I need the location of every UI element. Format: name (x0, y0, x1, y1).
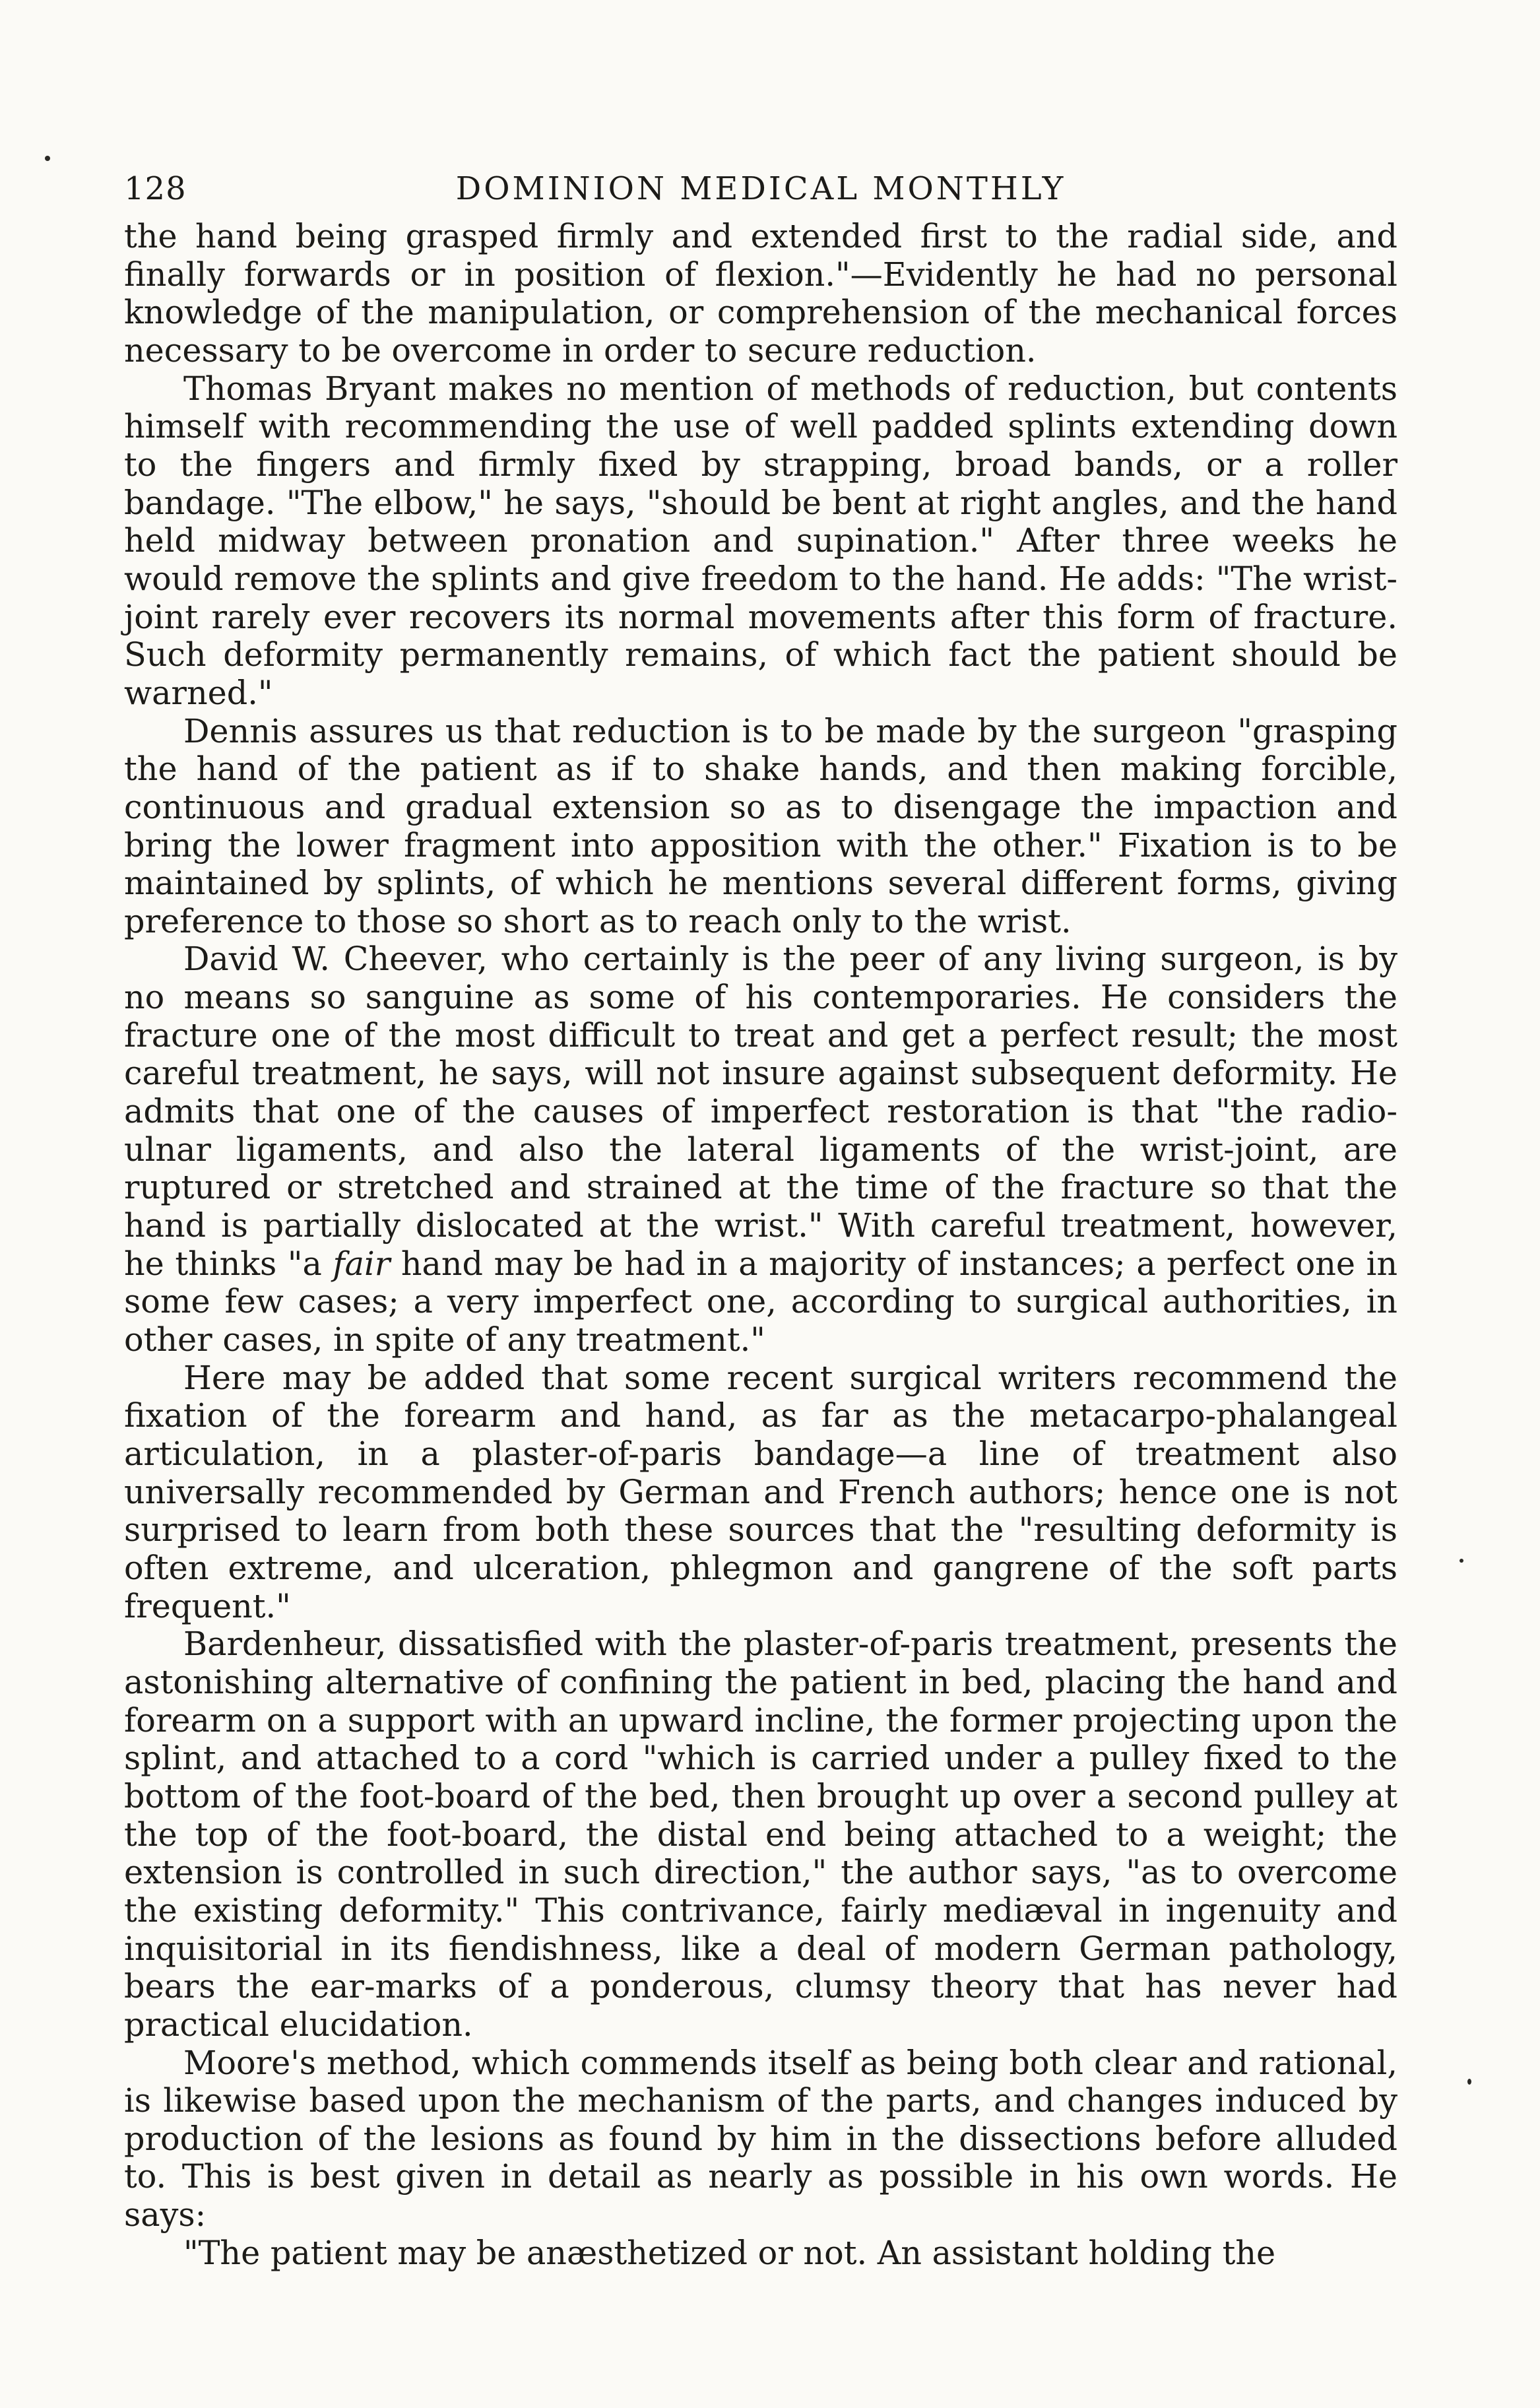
paragraph: Bardenheur, dissatisfied with the plaster-of-paris treatment, presents the astonishing alternative of confining the patient in bed, placing the hand and forearm on a support with an upward incline, the former projecting upon the splint, and attached to a cord "which is carried under a pulley fixed to the bottom of the foot-board of the bed, then brought up over a second pulley at the top of the foot-board, the distal end being attached to a weight; the extension is controlled in such direction," the author says, "as to overcome the existing deformity." This contrivance, fairly mediæval in ingenuity and inquisitorial in its fiendishness, like a deal of modern German pathology, bears the ear-marks of a ponderous, clumsy theory that has never had practical elucidation. (124, 1625, 1397, 2044)
page-number: 128 (124, 170, 187, 207)
paragraph: Moore's method, which commends itself as being both clear and rational, is likewise based upon the mechanism of the parts, and changes induced by production of the lesions as found by him in the dissections before alluded to. This is best given in detail as nearly as possible in his own words. He says: (124, 2043, 1397, 2234)
paragraph-text: David W. Cheever, who certainly is the peer of any living surgeon, is by no means so sanguine as some of his contemporaries. He considers the fracture one of the most difficult to treat and get a perfect result; the most careful treatment, he says, will not insure against subsequent deformity. He admits that one of the causes of imperfect restoration is that "the radio-ulnar ligaments, and also the lateral ligaments of the wrist-joint, are ruptured or stretched and strained at the time of the fracture so that the hand is partially dislocated at the wrist." With careful treatment, however, he thinks "a (124, 940, 1397, 1283)
paragraph-text: hand may be had in a majority of instances; a perfect one in some few cases; a very imperfect one, according to surgical authorities, in other cases, in spite of any treatment." (124, 1244, 1397, 1359)
paragraph: "The patient may be anæsthetized or not. An assistant holding the (183, 2233, 1276, 2272)
paragraph: Thomas Bryant makes no mention of methods of reduction, but contents himself with recommending the use of well padded splints extending down to the fingers and firmly fixed by strapping, broad bands, or a roller bandage. "The elbow," he says, "should be bent at right angles, and the hand held midway between pronation and supination." After three weeks he would remove the splints and give freedom to the hand. He adds: "The wrist-joint rarely ever recovers its normal movements after this form of fracture. Such deformity permanently remains, of which fact the patient should be warned." (124, 369, 1397, 712)
paragraph: Dennis assures us that reduction is to be made by the surgeon "grasping the hand of the patient as if to shake hands, and then making forcible, continuous and gradual extension so as to disengage the impaction and bring the lower fragment into apposition with the other." Fixation is to be maintained by splints, of which he mentions several different forms, giving preference to those so short as to reach only to the wrist. (124, 711, 1397, 940)
margin-speck (1467, 2079, 1471, 2085)
paragraph (124, 940, 1397, 1359)
margin-speck (1460, 1559, 1463, 1563)
margin-speck (45, 156, 50, 161)
running-header (124, 170, 1397, 216)
journal-title: DOMINION MEDICAL MONTHLY (455, 170, 1066, 207)
paragraph: the hand being grasped firmly and extended first to the radial side, and finally forwards or in position of flexion."—Evidently he had no personal knowledge of the manipulation, or comprehension of the mechanical forces necessary to be overcome in order to secure reduction. (124, 217, 1397, 370)
paragraph: Here may be added that some recent surgical writers recommend the fixation of the forearm and hand, as far as the metacarpo-phalangeal articulation, in a plaster-of-paris bandage—a line of treatment also universally recommended by German and French authors; hence one is not surprised to learn from both these sources that the "resulting deformity is often extreme, and ulceration, phlegmon and gangrene of the soft parts frequent." (124, 1358, 1397, 1625)
emphasis-word: fair (333, 1244, 391, 1283)
article-body (124, 218, 1397, 2272)
